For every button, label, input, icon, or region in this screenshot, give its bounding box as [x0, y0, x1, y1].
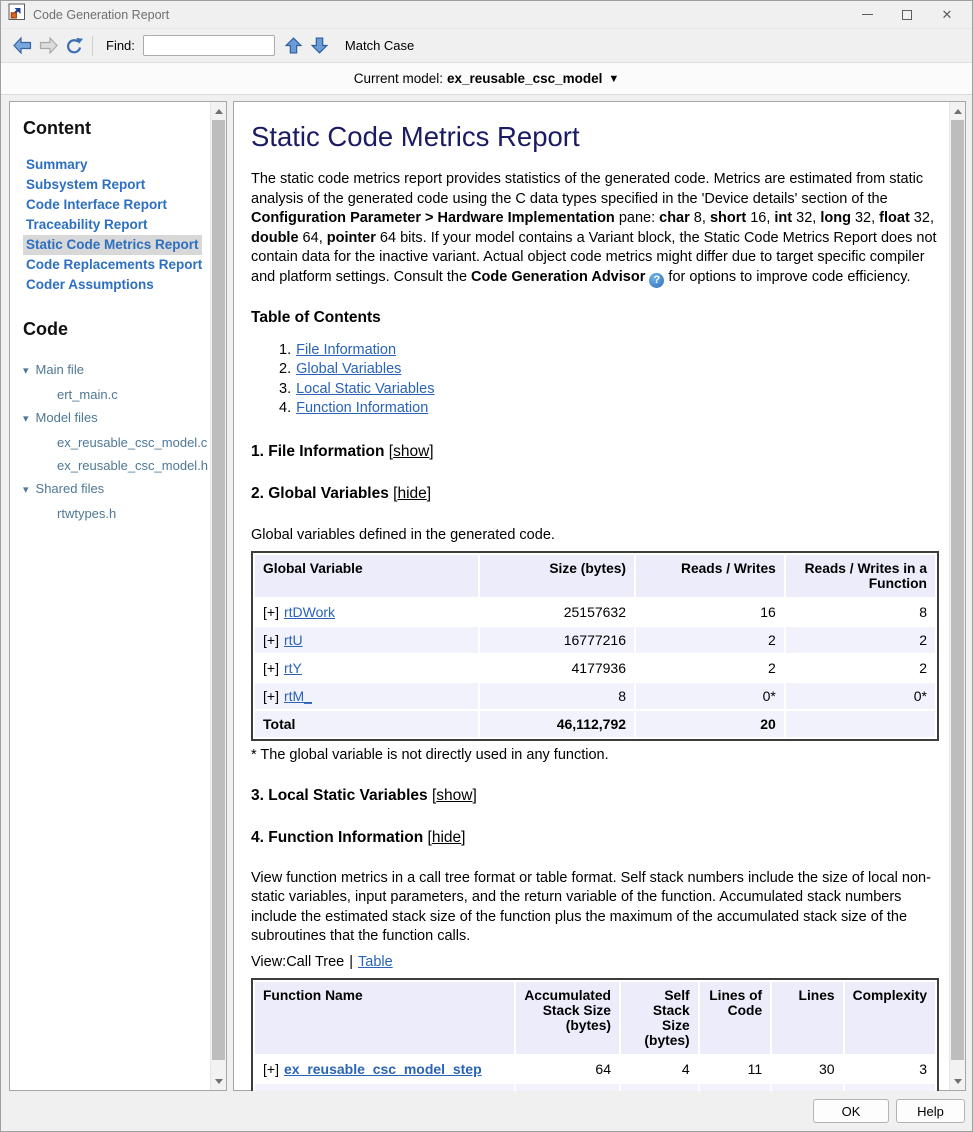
section-heading-local-static-variables: 3. Local Static Variables [show] — [251, 786, 477, 804]
help-button[interactable]: Help — [896, 1099, 965, 1123]
toc-link-file-information[interactable]: File Information — [296, 341, 397, 358]
global-variables-footnote: * The global variable is not directly used in any function. — [251, 746, 609, 763]
col-lines-of-code: Lines of Code — [700, 982, 770, 1054]
global-variable-link-rtm[interactable]: rtM_ — [283, 687, 312, 704]
tree-file-ert-main-c[interactable]: ert_main.c — [57, 387, 118, 402]
report-app-icon — [8, 3, 26, 26]
find-next-button[interactable] — [307, 33, 333, 59]
tree-group-model-files[interactable] — [23, 406, 206, 431]
close-button[interactable] — [927, 2, 967, 28]
find-toolbar — [1, 29, 972, 63]
current-model-name[interactable]: ex_reusable_csc_model — [447, 71, 603, 86]
table-of-contents — [279, 341, 939, 419]
forward-icon — [39, 37, 58, 54]
window-title: Code Generation Report — [33, 7, 170, 22]
toc-link-function-information[interactable]: Function Information — [296, 400, 429, 417]
sidebar-item-summary[interactable]: Summary — [26, 157, 88, 172]
view-table-link[interactable]: Table — [358, 953, 393, 970]
maximize-icon — [902, 10, 912, 20]
table-row: [+] rtDWork 25157632 16 8 — [263, 603, 927, 620]
table-header-row — [255, 555, 935, 597]
scroll-up-icon[interactable] — [211, 103, 226, 119]
toc-link-local-static-variables[interactable]: Local Static Variables — [296, 380, 435, 397]
toc-item: 1. File Information — [279, 341, 397, 358]
arrow-up-icon — [285, 37, 302, 54]
ok-button[interactable]: OK — [813, 1099, 889, 1123]
report-panel — [233, 101, 966, 1091]
toc-heading: Table of Contents — [251, 308, 381, 326]
expand-icon[interactable]: [+] — [263, 1060, 279, 1077]
sidebar-item-subsystem-report[interactable]: Subsystem Report — [26, 177, 146, 192]
table-row: [+] ex_reusable_csc_model_step 64 4 11 30 3 — [263, 1060, 927, 1077]
toc-item: 3. Local Static Variables — [279, 380, 435, 397]
code-heading: Code — [23, 319, 68, 339]
global-variables-table — [251, 551, 939, 741]
navigation-sidebar — [9, 101, 227, 1091]
sidebar-scrollbar-thumb[interactable] — [212, 120, 225, 1060]
toggle-file-information[interactable]: show — [393, 442, 430, 460]
global-variable-link-rtu[interactable]: rtU — [283, 631, 303, 648]
find-input[interactable] — [143, 35, 275, 56]
expand-icon[interactable]: [+] — [263, 631, 279, 648]
expand-icon[interactable]: [+] — [263, 603, 279, 620]
toc-link-global-variables[interactable]: Global Variables — [296, 361, 402, 378]
table-row: [+] rtM_ 8 0* 0* — [255, 683, 935, 709]
tree-group-label: Main file — [35, 362, 84, 377]
section-heading-file-information: 1. File Information [show] — [251, 442, 434, 460]
back-button[interactable] — [9, 33, 35, 59]
col-size-bytes: Size (bytes) — [480, 555, 634, 597]
tree-group-label: Shared files — [35, 481, 105, 496]
table-row: [+] rtU 16777216 2 2 — [255, 627, 935, 653]
maximize-button[interactable] — [887, 2, 927, 28]
current-model-label: Current model: — [353, 71, 444, 86]
find-previous-button[interactable] — [281, 33, 307, 59]
sidebar-item-static-code-metrics-report[interactable]: Static Code Metrics Report — [23, 235, 202, 255]
toc-item: 2. Global Variables — [279, 361, 402, 378]
toggle-local-static-variables[interactable]: show — [436, 786, 473, 804]
table-row: [+] rtY 4177936 2 2 — [263, 659, 927, 676]
model-dropdown-caret-icon[interactable]: ▼ — [608, 72, 620, 85]
tree-group-main-file[interactable] — [23, 358, 206, 383]
view-call-tree-label: View:Call Tree — [251, 953, 345, 970]
content-heading: Content — [23, 118, 91, 138]
refresh-icon — [64, 37, 84, 55]
refresh-button[interactable] — [61, 33, 87, 59]
scroll-down-icon[interactable] — [950, 1073, 965, 1089]
titlebar — [1, 1, 972, 29]
col-lines: Lines — [772, 982, 842, 1054]
minimize-icon — [862, 14, 873, 15]
sidebar-links — [23, 155, 206, 295]
col-reads-writes: Reads / Writes — [636, 555, 784, 597]
tree-file-ex-reusable-csc-model-h[interactable]: ex_reusable_csc_model.h — [57, 458, 209, 473]
sidebar-item-code-replacements-report[interactable]: Code Replacements Report — [26, 257, 203, 272]
table-total-row: Total 46,112,792 20 — [255, 711, 935, 737]
code-tree — [23, 358, 209, 525]
col-self-stack-size-bytes: Self Stack Size (bytes) — [621, 982, 698, 1054]
view-switcher: View:Call Tree | Table — [251, 953, 393, 970]
function-information-description: View function metrics in a call tree format or table format. Self stack numbers include the size of local non-static variables, input parameters, and the return variable of the function. Accumulated stack numbers include the estimated stack size of the function plus the maximum of the accumulated stack size of the subroutines that the function calls. — [251, 869, 931, 945]
arrow-down-icon — [311, 37, 328, 54]
global-variables-caption: Global variables defined in the generated code. — [251, 526, 555, 543]
match-case-toggle[interactable]: Match Case — [344, 38, 415, 53]
scroll-down-icon[interactable] — [211, 1073, 226, 1089]
sidebar-item-code-interface-report[interactable]: Code Interface Report — [26, 197, 168, 212]
col-reads-writes-in-a-function: Reads / Writes in a Function — [786, 555, 935, 597]
toc-item: 4. Function Information — [279, 400, 429, 417]
intro-paragraph: The static code metrics report provides statistics of the generated code. Metrics are estimated from static analysis of the generated code using the C data types specified in the 'Device details' section of the Configuration Parameter > Hardware Implementation pane: char 8, short 16, int 32, long 32, float 32, double 64, pointer 64 bits. If your model contains a Variant block, the Static Code Metrics Report does not contain data for the inactive variant. Actual object code metrics might differ due to target specific compiler and platform settings. Consult the Code Generation Advisor ? for options to improve code efficiency. — [251, 170, 939, 288]
caret-down-icon: ▾ — [23, 484, 29, 496]
total-label: Total — [255, 711, 478, 737]
expand-icon[interactable]: [+] — [263, 687, 279, 704]
toggle-function-information[interactable]: hide — [431, 828, 462, 846]
expand-icon[interactable]: [+] — [263, 659, 279, 676]
caret-down-icon: ▾ — [23, 365, 29, 377]
minimize-button[interactable] — [847, 2, 887, 28]
tree-file-ex-reusable-csc-model-c[interactable]: ex_reusable_csc_model.c — [57, 435, 208, 450]
forward-button[interactable] — [35, 33, 61, 59]
dialog-footer — [1, 1091, 972, 1131]
sidebar-scrollbar[interactable] — [210, 102, 226, 1090]
back-icon — [13, 37, 32, 54]
caret-down-icon: ▾ — [23, 413, 29, 425]
scroll-up-icon[interactable] — [950, 103, 965, 119]
tree-group-shared-files[interactable] — [23, 477, 206, 502]
toggle-global-variables[interactable]: hide — [397, 484, 427, 502]
global-variable-link-rtdwork[interactable]: rtDWork — [283, 603, 336, 620]
report-scrollbar-thumb[interactable] — [951, 120, 964, 1060]
tree-group-label: Model files — [35, 410, 98, 425]
sidebar-item-coder-assumptions[interactable]: Coder Assumptions — [26, 277, 154, 292]
help-icon[interactable]: ? — [649, 273, 664, 288]
col-function-name: Function Name — [255, 982, 514, 1054]
function-link-ex-reusable-csc-model-step[interactable]: ex_reusable_csc_model_step — [283, 1060, 482, 1077]
close-icon: ✕ — [941, 7, 953, 22]
page-title: Static Code Metrics Report — [251, 121, 580, 152]
section-heading-global-variables: 2. Global Variables [hide] — [251, 484, 432, 502]
global-variable-link-rty[interactable]: rtY — [283, 659, 302, 676]
current-model-bar — [1, 63, 972, 95]
section-heading-function-information: 4. Function Information [hide] — [251, 828, 466, 846]
table-header-row — [255, 982, 935, 1054]
report-scrollbar[interactable] — [949, 102, 965, 1090]
toolbar-separator — [92, 36, 93, 56]
col-global-variable: Global Variable — [255, 555, 478, 597]
find-label: Find: — [106, 38, 135, 53]
col-accumulated-stack-size-bytes: Accumulated Stack Size (bytes) — [516, 982, 619, 1054]
col-complexity: Complexity — [845, 982, 935, 1054]
tree-file-rtwtypes-h[interactable]: rtwtypes.h — [57, 506, 117, 521]
sidebar-item-traceability-report[interactable]: Traceability Report — [26, 217, 148, 232]
